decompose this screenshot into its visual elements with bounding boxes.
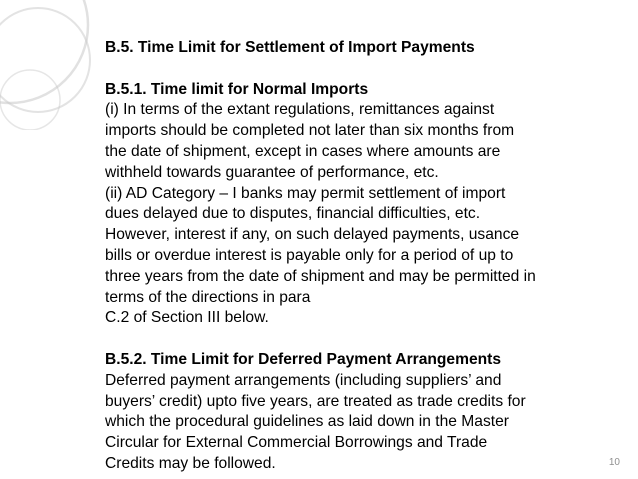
section-1-line: However, interest if any, on such delayed payments, usance [105, 226, 520, 244]
slide-content [105, 38, 605, 475]
slide-heading: B.5. Time Limit for Settlement of Import Payments [105, 39, 475, 56]
section-1-line: withheld towards guarantee of performance, etc. [105, 163, 439, 181]
section-2-title: B.5.2. Time Limit for Deferred Payment Arrangements [105, 350, 502, 368]
spacer [105, 59, 605, 80]
section-2-line: Credits may be followed. [105, 454, 276, 472]
section-1-line: dues delayed due to disputes, financial difficulties, etc. [105, 205, 481, 223]
section-1-line: (i) In terms of the extant regulations, remittances against [105, 101, 495, 119]
section-1-line: C.2 of Section III below. [105, 309, 269, 327]
section-1-line: the date of shipment, except in cases where amounts are [105, 142, 501, 160]
decorative-ring-medium [0, 8, 90, 112]
section-1-line: three years from the date of shipment and may be permitted in [105, 267, 536, 285]
decorative-ring-large [0, 0, 88, 103]
spacer [105, 329, 605, 350]
section-1-line: terms of the directions in para [105, 288, 311, 306]
section-1-line: bills or overdue interest is payable only for a period of up to [105, 246, 514, 264]
section-2-line: Deferred payment arrangements (including suppliers’ and [105, 371, 502, 389]
page-number: 10 [608, 457, 620, 468]
section-2-line: buyers’ credit) upto five years, are treated as trade credits for [105, 392, 526, 410]
section-2-line: Circular for External Commercial Borrowings and Trade [105, 434, 488, 452]
section-1-title: B.5.1. Time limit for Normal Imports [105, 80, 369, 98]
decorative-rings-graphic [0, 0, 110, 130]
section-1-line: (ii) AD Category – I banks may permit settlement of import [105, 184, 506, 202]
section-1-line: imports should be completed not later than six months from [105, 122, 515, 140]
section-2-line: which the procedural guidelines as laid down in the Master [105, 413, 509, 431]
